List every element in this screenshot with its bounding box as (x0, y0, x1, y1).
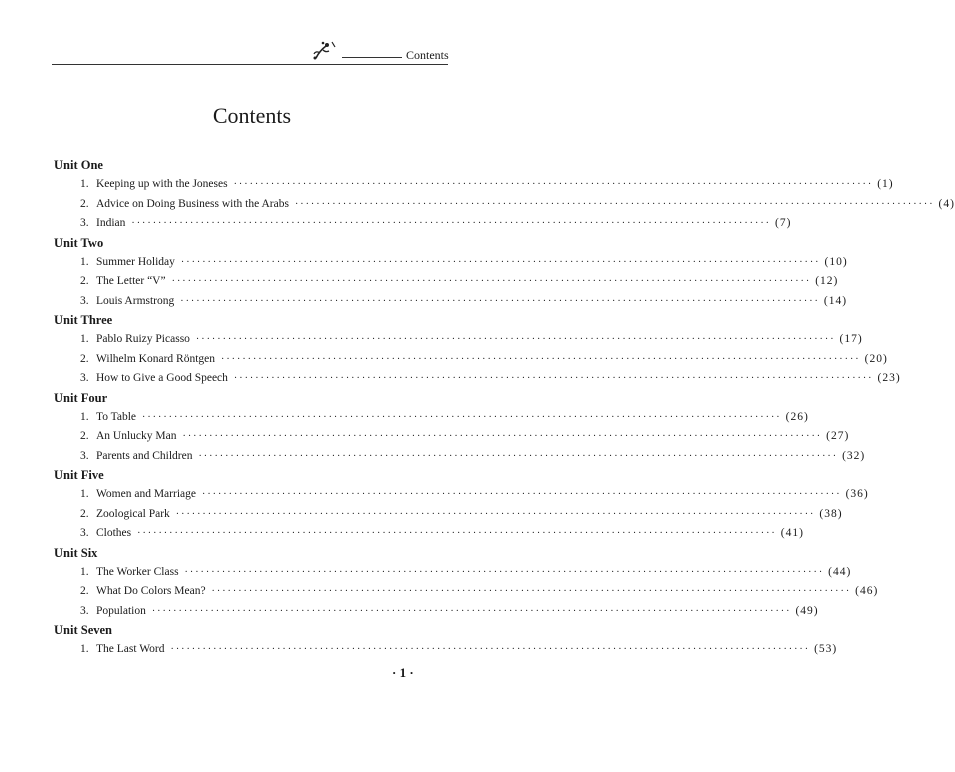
dot-leader: ························································································································ (137, 528, 777, 539)
toc-entry[interactable] (54, 640, 838, 660)
entry-title: Keeping up with the Joneses (96, 178, 228, 190)
entry-title: Parents and Children (96, 449, 193, 462)
toc-entry[interactable] (54, 582, 879, 602)
toc-entry[interactable] (54, 602, 819, 622)
entry-page-number: (10) (824, 255, 848, 268)
entry-page-number: (46) (855, 585, 879, 597)
dot-leader: ························································································································ (171, 276, 812, 287)
dot-leader: ························································································································ (184, 566, 825, 578)
dot-leader: ························································································································ (198, 450, 839, 462)
entry-page-number: (38) (819, 507, 843, 520)
entry-number: 3. (80, 527, 89, 539)
entry-number: 3. (80, 372, 89, 384)
dot-leader: ························································································································ (180, 256, 821, 268)
entry-number: 2. (80, 585, 89, 597)
dot-leader: ························································································································ (211, 586, 852, 597)
entry-title: Clothes (96, 527, 132, 539)
dot-leader: ························································································································ (221, 353, 861, 365)
header-rule (52, 64, 448, 65)
entry-number: 1. (80, 410, 89, 423)
dot-leader: ························································································································ (170, 644, 811, 655)
entry-number: 2. (80, 507, 89, 520)
table-of-contents (54, 156, 955, 660)
entry-title: The Last Word (96, 643, 165, 655)
entry-number: 1. (80, 333, 89, 345)
toc-entry[interactable] (54, 330, 863, 350)
entry-title: Wilhelm Konard Röntgen (96, 352, 215, 365)
dot-leader: ························································································································ (294, 198, 935, 210)
unit-heading: Unit Four (54, 390, 108, 405)
flower-sprig-icon (310, 40, 340, 62)
dot-leader: ························································································································ (195, 334, 836, 345)
toc-entry[interactable] (54, 485, 869, 505)
entry-title: An Unlucky Man (96, 430, 177, 442)
entry-page-number: (36) (845, 488, 869, 500)
entry-title: Indian (96, 217, 126, 229)
toc-entry[interactable] (54, 563, 852, 583)
toc-entry[interactable] (54, 447, 866, 467)
dot-leader: ························································································································ (131, 218, 771, 229)
running-header (52, 36, 448, 66)
toc-entry[interactable] (54, 195, 955, 215)
dot-leader: ························································································································ (175, 508, 816, 520)
toc-entry[interactable] (54, 214, 792, 234)
toc-entry[interactable] (54, 524, 804, 544)
entry-title: How to Give a Good Speech (96, 372, 228, 384)
entry-title: Louis Armstrong (96, 294, 175, 307)
entry-page-number: (23) (877, 372, 901, 384)
entry-page-number: (12) (815, 275, 839, 287)
dot-leader: ························································································································ (151, 605, 792, 617)
running-header-label: Contents (406, 48, 449, 62)
entry-title: Women and Marriage (96, 488, 196, 500)
toc-entry[interactable] (54, 350, 888, 370)
entry-number: 1. (80, 178, 89, 190)
entry-number: 2. (80, 197, 89, 210)
entry-title: Advice on Doing Business with the Arabs (96, 197, 289, 210)
dot-leader: ························································································································ (182, 431, 823, 442)
entry-number: 2. (80, 275, 89, 287)
page-title: Contents (212, 103, 292, 128)
entry-page-number: (26) (785, 410, 809, 423)
entry-title: What Do Colors Mean? (96, 585, 206, 597)
unit-heading: Unit Two (54, 235, 104, 250)
entry-title: Zoological Park (96, 507, 170, 520)
toc-entry[interactable] (54, 427, 850, 447)
entry-number: 1. (80, 488, 89, 500)
entry-number: 2. (80, 352, 89, 365)
toc-entry[interactable] (54, 369, 901, 389)
entry-title: The Letter “V” (96, 275, 166, 287)
entry-number: 3. (80, 604, 89, 617)
toc-entry[interactable] (54, 505, 843, 525)
page-number: · 1 · (392, 665, 414, 680)
toc-entry[interactable] (54, 253, 848, 273)
entry-number: 3. (80, 294, 89, 307)
entry-number: 1. (80, 565, 89, 578)
entry-number: 1. (80, 255, 89, 268)
toc-entry[interactable] (54, 175, 894, 195)
dot-leader: ························································································································ (233, 373, 874, 384)
entry-title: Pablo Ruizy Picasso (96, 333, 190, 345)
entry-number: 3. (80, 217, 89, 229)
dot-leader: ························································································································ (201, 489, 842, 500)
entry-page-number: (7) (775, 217, 792, 229)
entry-page-number: (20) (864, 352, 888, 365)
entry-page-number: (27) (826, 430, 850, 442)
unit-heading: Unit Five (54, 468, 104, 482)
entry-title: Population (96, 604, 146, 617)
entry-number: 1. (80, 643, 89, 655)
toc-entry[interactable] (54, 292, 848, 312)
toc-entry[interactable] (54, 408, 809, 428)
entry-number: 2. (80, 430, 89, 442)
unit-heading: Unit Seven (54, 623, 112, 637)
entry-page-number: (49) (795, 604, 819, 617)
entry-page-number: (4) (938, 197, 955, 210)
entry-title: The Worker Class (96, 565, 179, 578)
toc-entry[interactable] (54, 272, 839, 292)
unit-heading: Unit Six (54, 545, 98, 560)
entry-page-number: (53) (814, 643, 838, 655)
entry-number: 3. (80, 449, 89, 462)
entry-page-number: (44) (828, 565, 852, 578)
entry-page-number: (41) (780, 527, 804, 539)
entry-title: Summer Holiday (96, 255, 175, 268)
unit-heading: Unit Three (54, 313, 113, 327)
dot-leader: ························································································································ (180, 295, 820, 307)
dot-leader: ························································································································ (142, 411, 782, 423)
entry-page-number: (17) (839, 333, 863, 345)
dot-leader: ························································································································ (233, 179, 874, 190)
entry-page-number: (32) (842, 449, 866, 462)
unit-heading: Unit One (54, 158, 103, 172)
entry-page-number: (14) (823, 294, 848, 307)
header-short-rule (342, 57, 402, 58)
entry-title: To Table (96, 410, 137, 423)
entry-page-number: (1) (877, 178, 894, 190)
